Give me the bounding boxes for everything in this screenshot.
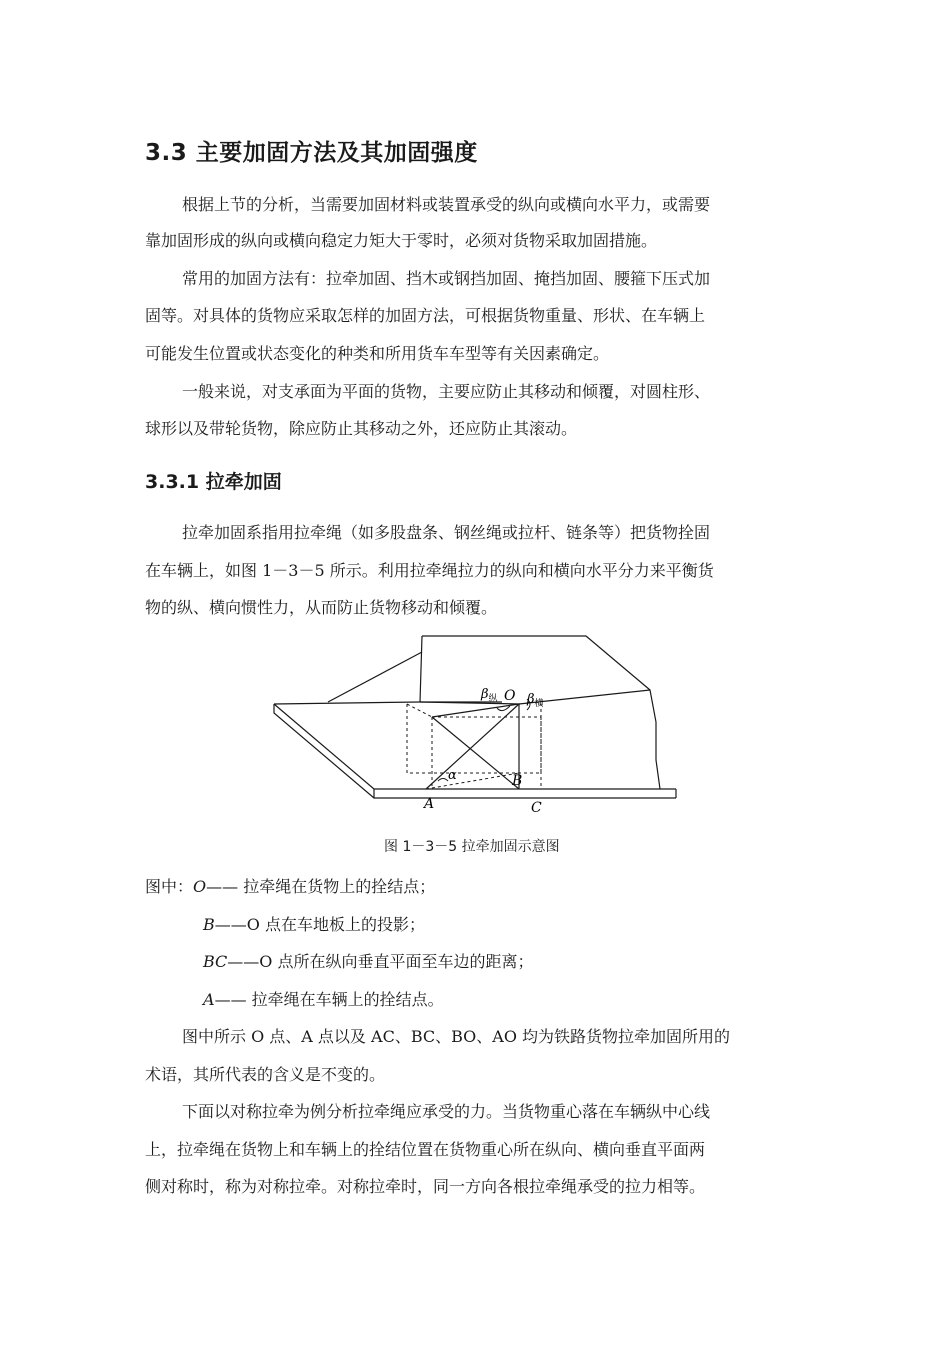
legend-item: 图中：O—— 拉牵绳在货物上的拴结点； [145,877,436,896]
paragraph-line: 术语，其所代表的含义是不变的。 [145,1065,386,1084]
paragraph-line: 靠加固形成的纵向或横向稳定力矩大于零时，必须对货物采取加固措施。 [145,231,658,250]
legend-item: B——O 点在车地板上的投影； [203,915,425,934]
paragraph-line: 球形以及带轮货物，除应防止其移动之外，还应防止其滚动。 [145,419,578,438]
paragraph-line: 拉牵加固系指用拉牵绳（如多股盘条、钢丝绳或拉杆、链条等）把货物拴固 [182,523,711,542]
figure-caption: 图 1－3－5 拉牵加固示意图 [384,839,560,855]
legend-item: BC——O 点所在纵向垂直平面至车边的距离； [203,952,534,971]
label-c: C [531,800,542,816]
paragraph-line: 根据上节的分析，当需要加固材料或装置承受的纵向或横向水平力，或需要 [182,195,711,214]
paragraph-line: 侧对称时，称为对称拉牵。对称拉牵时，同一方向各根拉牵绳承受的拉力相等。 [145,1177,706,1196]
label-o: O [504,688,516,704]
paragraph-line: 图中所示 O 点、A 点以及 AC、BC、BO、AO 均为铁路货物拉牵加固所用的 [182,1027,731,1046]
label-b: B [512,773,523,789]
paragraph-line: 下面以对称拉牵为例分析拉牵绳应承受的力。当货物重心落在车辆纵中心线 [182,1102,711,1121]
section-heading: 3.3 主要加固方法及其加固强度 [145,140,478,166]
paragraph-line: 常用的加固方法有：拉牵加固、挡木或钢挡加固、掩挡加固、腰箍下压式加 [182,269,711,288]
paragraph-line: 可能发生位置或状态变化的种类和所用货车车型等有关因素确定。 [145,344,610,363]
paragraph-line: 固等。对具体的货物应采取怎样的加固方法，可根据货物重量、形状、在车辆上 [145,306,706,325]
paragraph-line: 上，拉牵绳在货物上和车辆上的拴结位置在货物重心所在纵向、横向垂直平面两 [145,1140,706,1159]
label-a: A [424,796,435,812]
label-alpha: α [448,768,457,783]
subsection-heading: 3.3.1 拉牵加固 [145,471,282,493]
paragraph-line: 物的纵、横向惯性力，从而防止货物移动和倾覆。 [145,598,498,617]
label-beta-zong: $\beta_纵$ [481,687,498,704]
legend-item: A—— 拉牵绳在车辆上的拴结点。 [203,990,444,1009]
label-beta-heng: $\beta_横$ [527,692,544,709]
paragraph-line: 在车辆上，如图 1－3－5 所示。利用拉牵绳拉力的纵向和横向水平分力来平衡货 [145,561,714,580]
paragraph-line: 一般来说，对支承面为平面的货物，主要应防止其移动和倾覆，对圆柱形、 [182,382,711,401]
